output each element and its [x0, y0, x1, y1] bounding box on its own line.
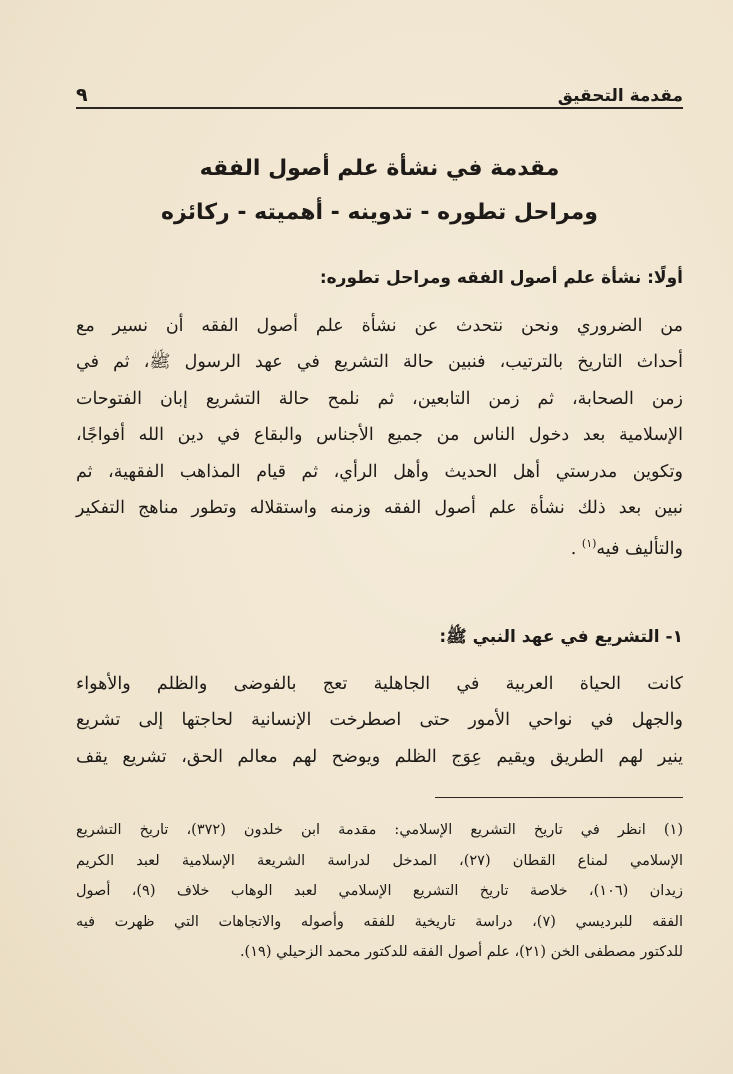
footnote-line: (١) انظر في تاريخ التشريع الإسلامي: مقدمة ابن خلدون (٣٧٢)، تاريخ التشريع	[76, 822, 683, 838]
footnote-line: زيدان (١٠٦)، خلاصة تاريخ التشريع الإسلامي لعبد الوهاب خلاف (٩)، أصول	[76, 883, 683, 899]
running-title: مقدمة التحقيق	[557, 86, 683, 106]
footnote	[76, 815, 683, 968]
section-title-prophet-era: ١- التشريع في عهد النبي ﷺ:	[439, 627, 683, 647]
paragraph-line: من الضروري ونحن نتحدث عن نشأة علم أصول الفقه أن نسير مع	[76, 316, 683, 336]
paragraph-line: أحداث التاريخ بالترتيب، فنبين حالة التشريع في عهد الرسول ﷺ، ثم في	[76, 352, 683, 373]
page-number: ٩	[76, 84, 88, 106]
paragraph-line-text: والتأليف فيه	[596, 539, 683, 560]
paragraph-line: الإسلامية بعد دخول الناس من جميع الأجناس والبقاع في دين الله أفواجًا،	[76, 425, 683, 446]
paragraph-line: زمن الصحابة، ثم زمن التابعين، ثم نلمح حالة التشريع إبان الفتوحات	[76, 388, 683, 409]
chapter-heading-line-2: ومراحل تطوره - تدوينه - أهميته - ركائزه	[161, 200, 598, 225]
paragraph-line: كانت الحياة العربية في الجاهلية تعج بالفوضى والظلم والأهواء	[76, 674, 683, 694]
paragraph-prophet-era	[76, 666, 683, 775]
footnote-rule	[435, 797, 683, 798]
chapter-heading-line-1: مقدمة في نشأة علم أصول الفقه	[199, 156, 560, 181]
paragraph-line: ينير لهم الطريق ويقيم عِوَج الظلم ويوضح لهم معالم الحق، تشريع يقف	[76, 746, 683, 767]
paragraph-line: وتكوين مدرستي أهل الحديث وأهل الرأي، ثم قيام المذاهب الفقهية، ثم	[76, 461, 683, 482]
section-title-origin: أولًا: نشأة علم أصول الفقه ومراحل تطوره:	[319, 268, 683, 288]
footnote-reference: (١)	[581, 537, 597, 551]
running-header	[76, 72, 683, 106]
sentence-end-mark: .	[570, 539, 577, 560]
paragraph-line: نبين بعد ذلك نشأة علم أصول الفقه وزمنه واستقلاله وتطور مناهج التفكير	[76, 498, 683, 519]
paragraph-line: والجهل في نواحي الأمور حتى اصطرخت الإنسانية لحاجتها إلى تشريع	[76, 710, 683, 731]
footnote-line: الإسلامي لمناع القطان (٢٧)، المدخل لدراسة الشريعة الإسلامية لعبد الكريم	[76, 852, 683, 869]
paragraph-last-line	[76, 526, 683, 567]
paragraph-origin	[76, 308, 683, 568]
header-rule	[76, 107, 683, 109]
footnote-line: للدكتور مصطفى الخن (٢١)، علم أصول الفقه للدكتور محمد الزحيلي (١٩).	[239, 944, 683, 960]
footnote-line: الفقه للبرديسي (٧)، دراسة تاريخية للفقه وأصوله والاتجاهات التي ظهرت فيه	[76, 913, 683, 930]
